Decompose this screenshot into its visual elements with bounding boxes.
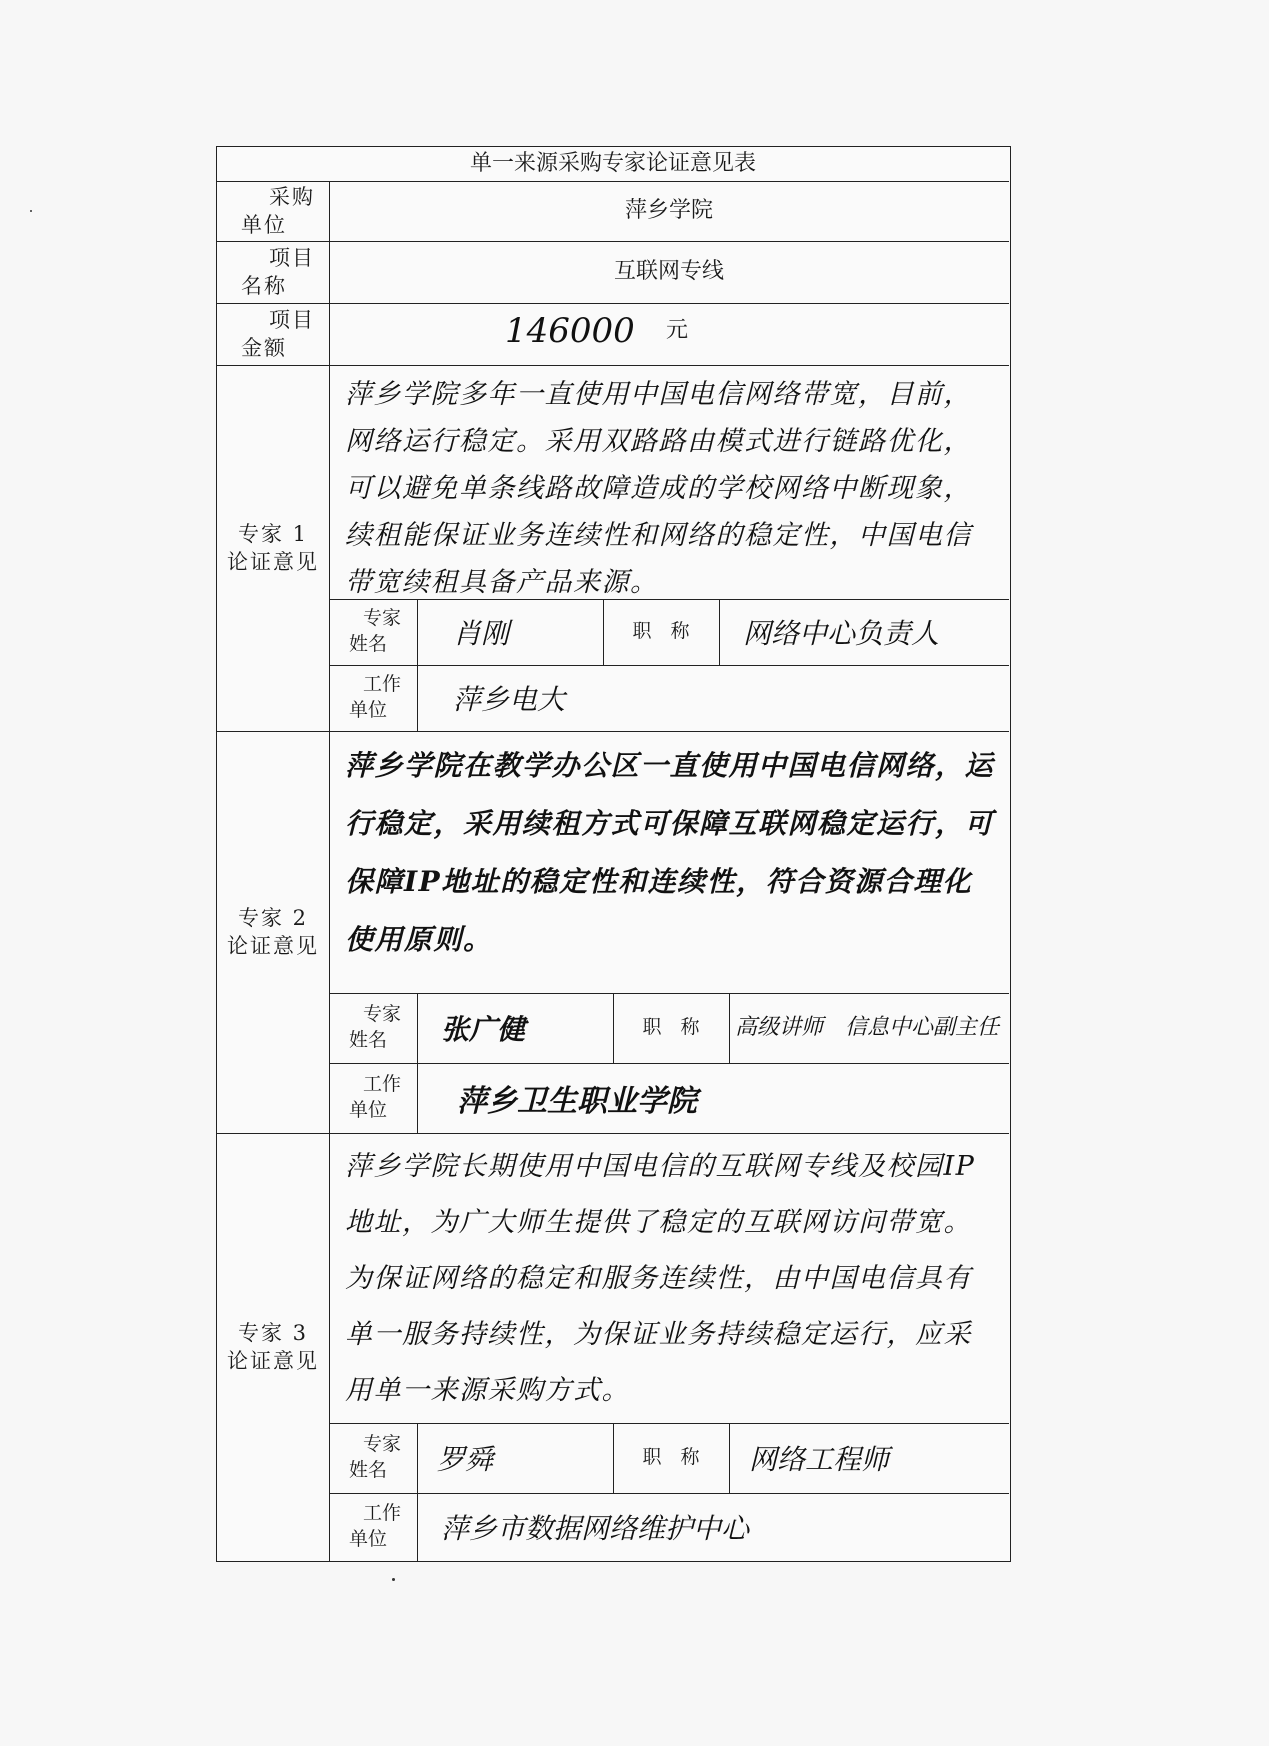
project-name-label: 项目 名称 — [241, 245, 315, 298]
expert-2-section-label: 专家 2 论证意见 — [227, 905, 319, 958]
expert-1-title-label: 职 称 — [632, 620, 690, 643]
expert-1-opinion: 萍乡学院多年一直使用中国电信网络带宽，目前，网络运行稳定。采用双路路由模式进行链路优化，可以避免单条线路故障造成的学校网络中断现象，续租能保证业务连续性和网络的稳定性，中国电信带宽续租具备产品来源。 — [345, 379, 972, 598]
expert-3-section-label: 专家 3 论证意见 — [227, 1320, 319, 1373]
expert-2-unit-label: 工作 单位 — [348, 1073, 401, 1121]
expert-2-work-unit: 萍乡卫生职业学院 — [457, 1084, 697, 1119]
project-name-value: 互联网专线 — [613, 259, 724, 285]
expert-3-work-unit: 萍乡市数据网络维护中心 — [441, 1512, 750, 1545]
expert-3-title-label: 职 称 — [642, 1446, 700, 1469]
expert-3-name: 罗舜 — [437, 1443, 494, 1476]
expert-2-opinion: 萍乡学院在教学办公区一直使用中国电信网络，运行稳定，采用续租方式可保障互联网稳定运行，可保障IP地址的稳定性和连续性，符合资源合理化使用原则。 — [345, 749, 995, 956]
form-title: 单一来源采购专家论证意见表 — [469, 151, 756, 177]
expert-1-work-unit: 萍乡电大 — [453, 683, 566, 716]
expert-3-job-title: 网络工程师 — [749, 1443, 890, 1476]
expert-1-name: 肖刚 — [453, 617, 510, 650]
expert-3-unit-label: 工作 单位 — [348, 1502, 401, 1550]
project-amount-value: 146000 — [505, 311, 635, 351]
project-amount-label: 项目 金额 — [241, 307, 315, 360]
expert-2-name-label: 专家 姓名 — [348, 1003, 401, 1051]
purchaser-label: 采购 单位 — [241, 184, 315, 237]
expert-2-job-title: 高级讲师 信息中心副主任 — [735, 1015, 1000, 1040]
project-amount-unit: 元 — [665, 318, 688, 344]
scan-speck — [392, 1578, 395, 1581]
purchaser-value: 萍乡学院 — [624, 198, 713, 224]
expert-2-name: 张广健 — [441, 1013, 526, 1046]
expert-3-opinion: 萍乡学院长期使用中国电信的互联网专线及校园IP地址，为广大师生提供了稳定的互联网访问带宽。为保证网络的稳定和服务连续性，由中国电信具有单一服务持续性，为保证业务持续稳定运行，应采用单一来源采购方式。 — [345, 1151, 976, 1406]
expert-1-unit-label: 工作 单位 — [348, 673, 401, 721]
expert-2-title-label: 职 称 — [642, 1016, 700, 1039]
expert-1-job-title: 网络中心负责人 — [743, 617, 940, 650]
scan-speck — [30, 210, 32, 212]
expert-1-name-label: 专家 姓名 — [348, 607, 401, 655]
expert-1-section-label: 专家 1 论证意见 — [227, 521, 319, 574]
expert-3-name-label: 专家 姓名 — [348, 1433, 401, 1481]
expert-opinion-form — [216, 146, 1011, 1562]
